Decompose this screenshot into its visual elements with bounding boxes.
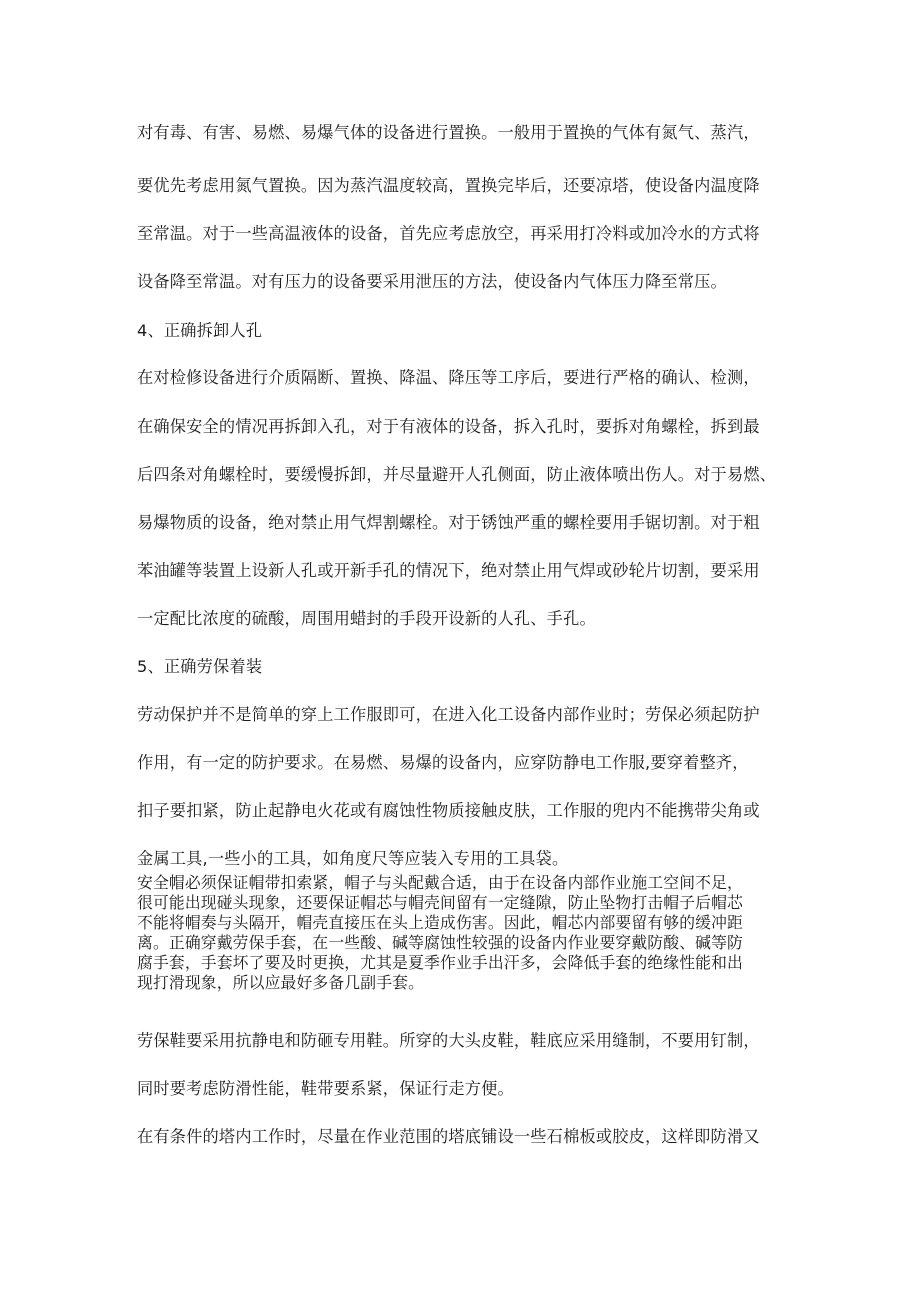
- paragraph-line: 要优先考虑用氮气置换。因为蒸汽温度较高，置换完毕后，还要凉塔，使设备内温度降: [137, 176, 760, 195]
- paragraph-line: 同时要考虑防滑性能，鞋带要系紧，保证行走方便。: [137, 1079, 514, 1098]
- paragraph-line: 在确保安全的情况再拆卸入孔，对于有液体的设备，拆入孔时，要拆对角螺栓，拆到最: [137, 417, 760, 436]
- paragraph-line: 在有条件的塔内工作时，尽量在作业范围的塔底铺设一些石棉板或胶皮，这样即防滑又: [137, 1127, 760, 1146]
- paragraph-line: 作用，有一定的防护要求。在易燃、易爆的设备内，应穿防静电工作服,要穿着整齐，: [137, 753, 749, 772]
- paragraph-line: 很可能出现碰头现象，还要保证帽芯与帽壳间留有一定缝隙，防止坠物打击帽子后帽芯: [137, 893, 743, 912]
- paragraph-line: 劳保鞋要采用抗静电和防砸专用鞋。所穿的大头皮鞋，鞋底应采用缝制，不要用钉制，: [137, 1031, 760, 1050]
- paragraph-line: 金属工具,一些小的工具，如角度尺等应装入专用的工具袋。: [137, 849, 569, 868]
- paragraph-line: 安全帽必须保证帽带扣索紧，帽子与头配戴合适，由于在设备内部作业施工空间不足，: [137, 873, 743, 892]
- section-heading: 5、正确劳保着装: [137, 657, 263, 676]
- section-heading: 4、正确拆卸人孔: [137, 321, 263, 340]
- paragraph-line: 腐手套，手套坏了要及时更换，尤其是夏季作业手出汗多，会降低手套的绝缘性能和出: [137, 953, 743, 972]
- paragraph-line: 对有毒、有害、易燃、易爆气体的设备进行置换。一般用于置换的气体有氮气、蒸汽，: [137, 123, 760, 142]
- paragraph-line: 扣子要扣紧，防止起静电火花或有腐蚀性物质接触皮肤，工作服的兜内不能携带尖角或: [137, 801, 760, 820]
- paragraph-line: 后四条对角螺栓时，要缓慢拆卸，并尽量避开人孔侧面，防止液体喷出伤人。对于易燃、: [137, 465, 777, 484]
- paragraph-line: 现打滑现象，所以应最好多备几副手套。: [137, 973, 425, 992]
- paragraph-line: 设备降至常温。对有压力的设备要采用泄压的方法，使设备内气体压力降至常压。: [137, 272, 727, 291]
- paragraph-line: 劳动保护并不是简单的穿上工作服即可，在进入化工设备内部作业时；劳保必须起防护: [137, 705, 760, 724]
- paragraph-line: 离。正确穿戴劳保手套，在一些酸、碱等腐蚀性较强的设备内作业要穿戴防酸、碱等防: [137, 933, 743, 952]
- paragraph-line: 至常温。对于一些高温液体的设备，首先应考虑放空，再采用打冷料或加冷水的方式将: [137, 224, 760, 243]
- paragraph-line: 在对检修设备进行介质隔断、置换、降温、降压等工序后，要进行严格的确认、检测，: [137, 368, 760, 387]
- paragraph-line: 不能将帽奏与头隔开，帽壳直接压在头上造成伤害。因此，帽芯内部要留有够的缓冲距: [137, 913, 743, 932]
- paragraph-line: 易爆物质的设备，绝对禁止用气焊割螺栓。对于锈蚀严重的螺栓要用手锯切割。对于粗: [137, 513, 760, 532]
- paragraph-line: 一定配比浓度的硫酸，周围用蜡封的手段开设新的人孔、手孔。: [137, 609, 596, 628]
- paragraph-line: 苯油罐等装置上设新人孔或开新手孔的情况下，绝对禁止用气焊或砂轮片切割，要采用: [137, 561, 760, 580]
